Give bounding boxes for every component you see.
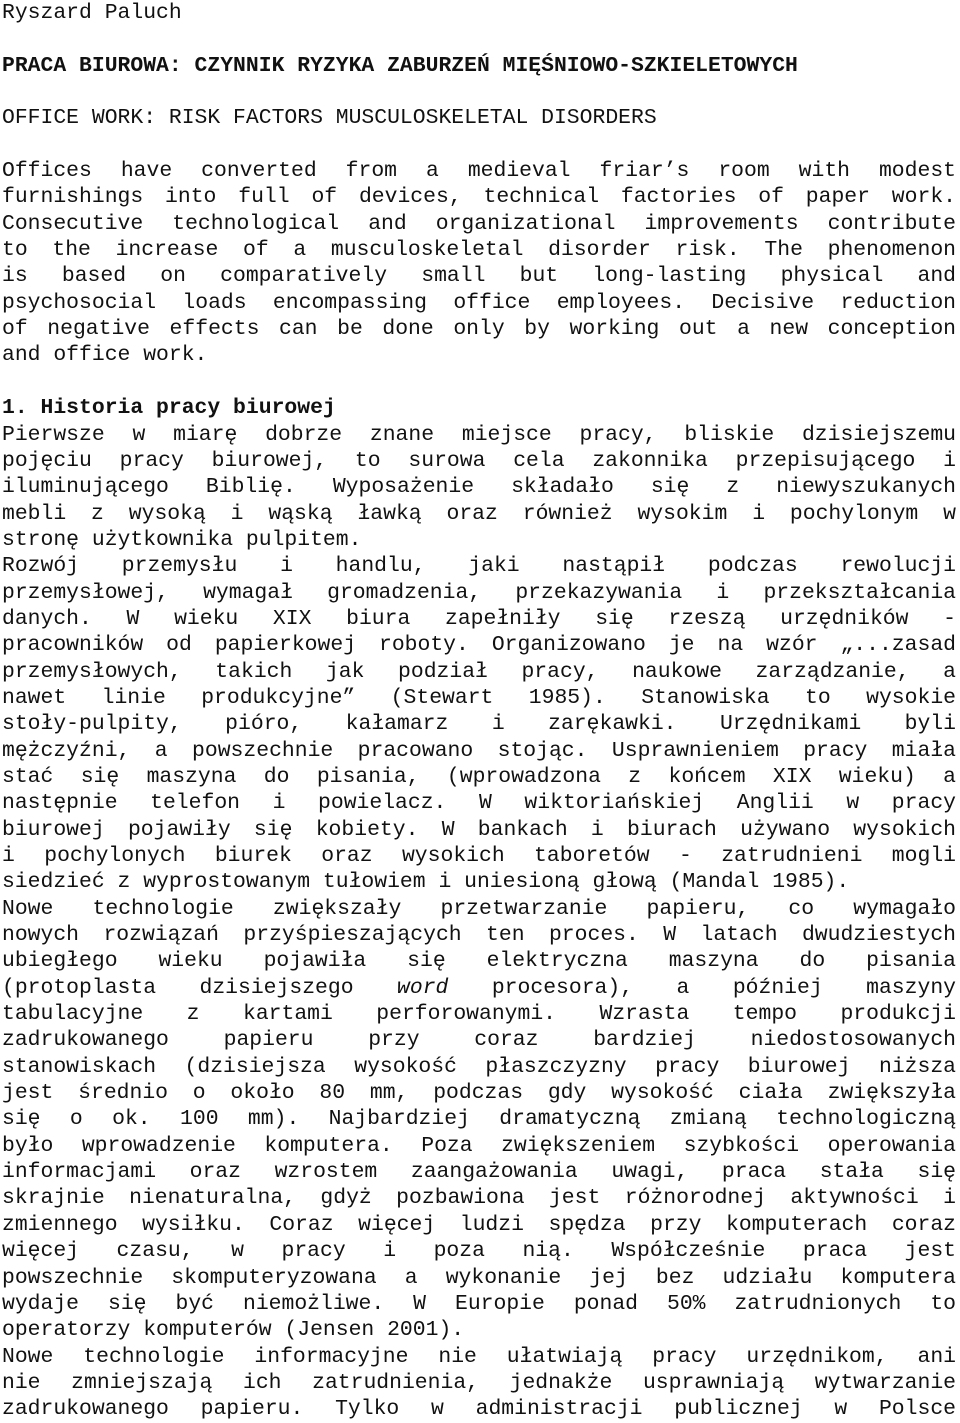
body-line: nowych rozwiązań przyśpieszających ten proces. W latach dwudziestych bbox=[2, 923, 956, 948]
body-line: iluminującego Biblię. Wyposażenie składało się z niewyszukanych bbox=[2, 475, 956, 500]
body-line: ubiegłego wieku pojawiła się elektryczna maszyna do pisania bbox=[2, 949, 956, 974]
body-line: zmiennego wysiłku. Coraz więcej ludzi spędza przy komputerach coraz bbox=[2, 1212, 956, 1237]
body-line: Nowe technologie zwiększały przetwarzanie papieru, co wymagało bbox=[2, 896, 956, 921]
spacer bbox=[2, 79, 956, 105]
text-run: (protoplasta dzisiejszego bbox=[2, 975, 398, 1000]
italic-term: word bbox=[397, 975, 449, 1000]
body-line-with-italic bbox=[2, 975, 956, 1001]
body-line: się o ok. 100 mm). Najbardziej dramatyczną zmianą technologiczną bbox=[2, 1107, 956, 1132]
body-line: było wprowadzenie komputera. Poza zwiększeniem szybkości operowania bbox=[2, 1133, 956, 1158]
section-body bbox=[2, 422, 956, 1423]
body-line: pracowników od papierkowej roboty. Organizowano je na wzór „...zasad bbox=[2, 633, 956, 658]
body-line: zadrukowanego papieru przy coraz bardziej niedostosowanych bbox=[2, 1028, 956, 1053]
section-heading: 1. Historia pracy biurowej bbox=[2, 396, 336, 421]
body-line: informacjami oraz wzrostem zaangażowania uwagi, praca stała się bbox=[2, 1160, 956, 1185]
body-line: stronę użytkownika pulpitem. bbox=[2, 527, 362, 552]
body-line: stoły-pulpity, pióro, kałamarz i zarękawki. Urzędnikami byli bbox=[2, 712, 956, 737]
body-line: siedzieć z wyprostowanym tułowiem i uniesioną głową (Mandal 1985). bbox=[2, 870, 850, 895]
body-line: pojęciu pracy biurowej, to surowa cela zakonnika przepisującego i bbox=[2, 448, 956, 473]
document-page bbox=[2, 0, 956, 1423]
body-line: biurowej pojawiły się kobiety. W bankach i biurach używano wysokich bbox=[2, 817, 956, 842]
body-line: przemysłowych, takich jak podział pracy, naukowe zarządzanie, a bbox=[2, 659, 956, 684]
title-polish: PRACA BIUROWA: CZYNNIK RYZYKA ZABURZEŃ MIĘŚNIOWO-SZKIELETOWYCH bbox=[2, 53, 798, 78]
body-line: operatorzy komputerów (Jensen 2001). bbox=[2, 1318, 465, 1343]
body-line: danych. W wieku XIX biura zapełniły się rzeszą urzędników - bbox=[2, 606, 956, 631]
body-line: stać się maszyna do pisania, (wprowadzona z końcem XIX wieku) a bbox=[2, 764, 956, 789]
body-line: mebli z wysoką i wąską ławką oraz również wysokim i pochylonym w bbox=[2, 501, 956, 526]
abstract-line: to the increase of a musculoskeletal disorder risk. The phenomenon bbox=[2, 238, 956, 263]
body-line: tabulacyjne z kartami perforowanymi. Wzrasta tempo produkcji bbox=[2, 1002, 956, 1027]
body-line: mężczyźni, a powszechnie pracowano stojąc. Usprawnieniem pracy miała bbox=[2, 738, 956, 763]
body-line: Rozwój przemysłu i handlu, jaki nastąpił podczas rewolucji bbox=[2, 554, 956, 579]
spacer bbox=[2, 26, 956, 52]
body-line: i pochylonych biurek oraz wysokich taboretów - zatrudnieni mogli bbox=[2, 844, 956, 868]
abstract-line: psychosocial loads encompassing office employees. Decisive reduction bbox=[2, 290, 956, 315]
body-line: stanowiskach (dzisiejsza wysokość płaszczyzny pracy biurowej niższa bbox=[2, 1054, 956, 1079]
abstract bbox=[2, 158, 956, 369]
body-line: jest średnio o około 80 mm, podczas gdy wysokość ciała zwiększyła bbox=[2, 1081, 956, 1106]
body-line: wydaje się być niemożliwe. W Europie ponad 50% zatrudnionych to bbox=[2, 1291, 956, 1316]
body-line: więcej czasu, w pracy i poza nią. Współcześnie praca jest bbox=[2, 1239, 956, 1264]
abstract-line: is based on comparatively small but long-lasting physical and bbox=[2, 264, 956, 289]
body-line: skrajnie nienaturalna, gdyż pozbawiona jest różnorodnej aktywności i bbox=[2, 1186, 956, 1211]
body-line: następnie telefon i powielacz. W wiktoriańskiej Anglii w pracy bbox=[2, 791, 956, 816]
body-line: Pierwsze w miarę dobrze znane miejsce pracy, bliskie dzisiejszemu bbox=[2, 422, 956, 447]
text-run: procesora), a później maszyny bbox=[448, 975, 956, 1000]
body-line: nie zmniejszają ich zatrudnienia, jednakże usprawniają wytwarzanie bbox=[2, 1370, 956, 1395]
spacer bbox=[2, 369, 956, 395]
abstract-line: Offices have converted from a medieval friar’s room with modest bbox=[2, 159, 956, 184]
body-line: przemysłowej, wymagał gromadzenia, przekazywania i przekształcania bbox=[2, 580, 956, 605]
abstract-line: of negative effects can be done only by working out a new conception bbox=[2, 317, 956, 342]
author-name: Ryszard Paluch bbox=[2, 1, 182, 25]
abstract-line: furnishings into full of devices, technical factories of paper work. bbox=[2, 185, 956, 210]
title-english: OFFICE WORK: RISK FACTORS MUSCULOSKELETAL DISORDERS bbox=[2, 106, 657, 131]
body-line: nawet linie produkcyjne” (Stewart 1985). Stanowiska to wysokie bbox=[2, 685, 956, 710]
body-line: zadrukowanego papieru. Tylko w administracji publicznej w Polsce bbox=[2, 1397, 956, 1422]
body-line: powszechnie skomputeryzowana a wykonanie jej bez udziału komputera bbox=[2, 1265, 956, 1290]
abstract-line: and office work. bbox=[2, 343, 208, 368]
abstract-line: Consecutive technological and organizational improvements contribute bbox=[2, 211, 956, 236]
body-line: Nowe technologie informacyjne nie ułatwiają pracy urzędnikom, ani bbox=[2, 1344, 956, 1369]
spacer bbox=[2, 132, 956, 158]
